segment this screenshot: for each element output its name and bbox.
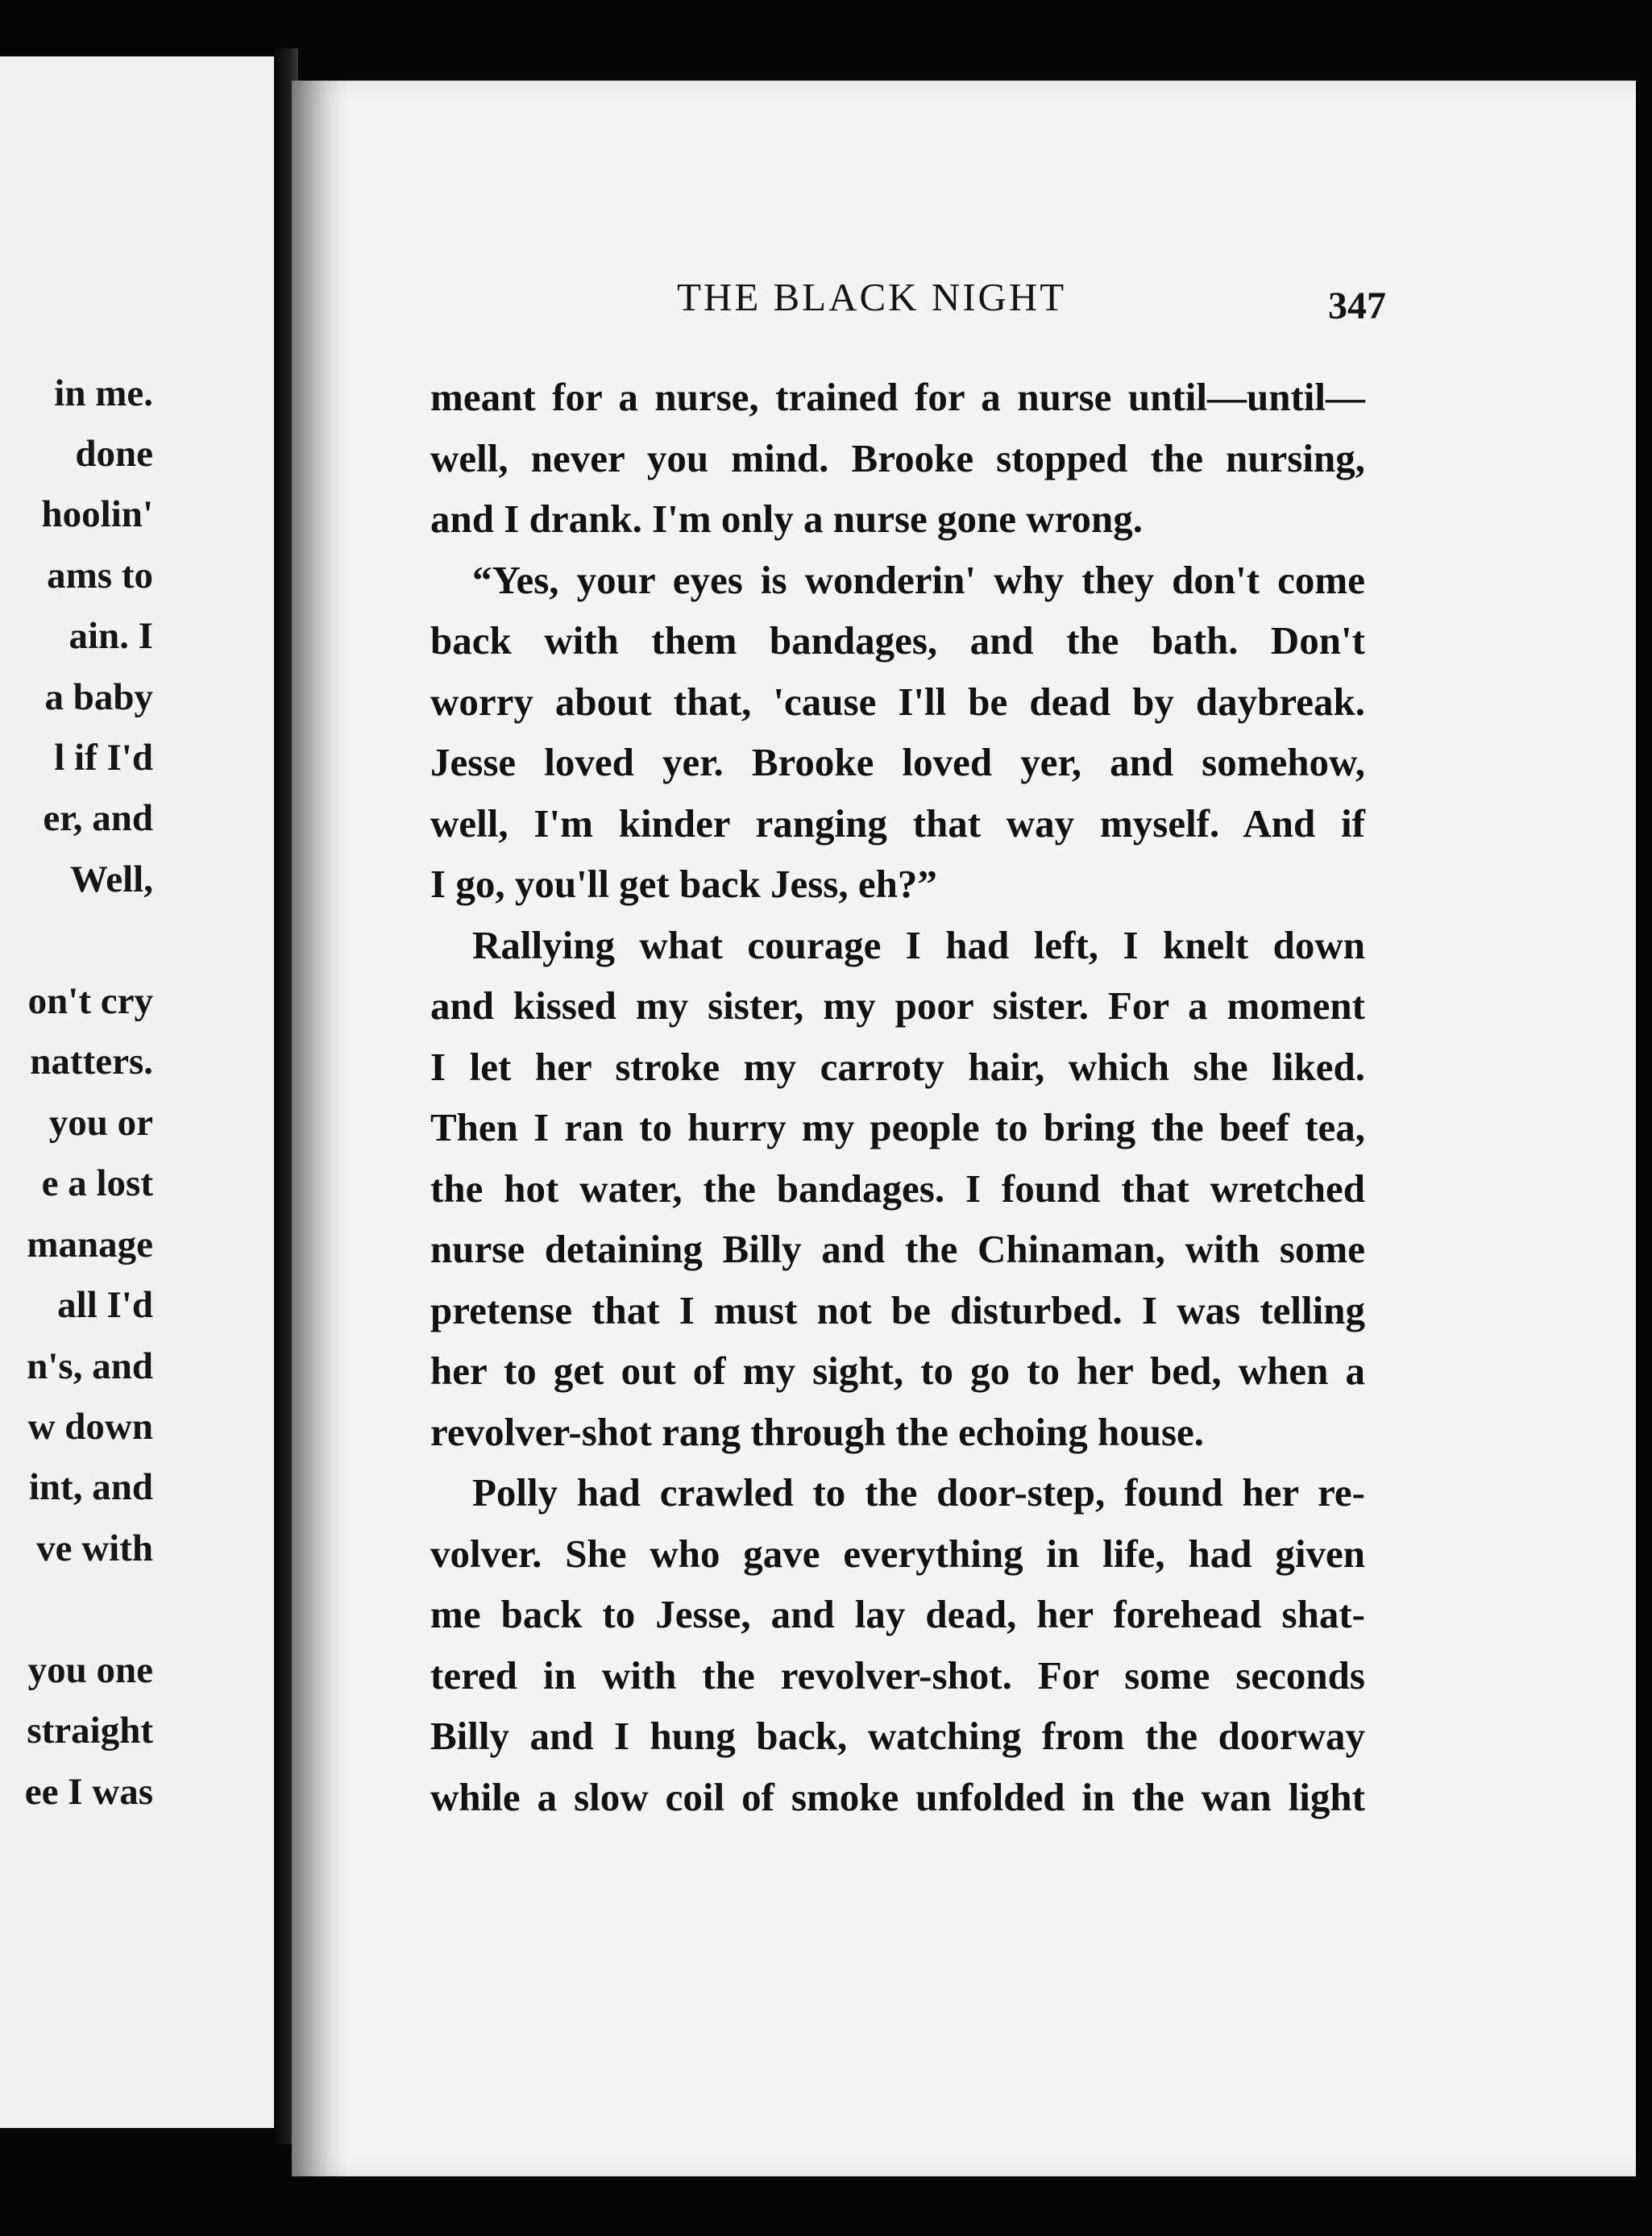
text-line: I let her stroke my carroty hair, which she liked. [430,1044,1365,1089]
text-line: tered in with the revolver-shot. For some seconds [430,1652,1365,1698]
text-line: pretense that I must not be disturbed. I was telling [430,1287,1365,1332]
text-line: the hot water, the bandages. I found that wretched [430,1166,1365,1211]
text-line: me back to Jesse, and lay dead, her forehead shat- [430,1592,1365,1636]
left-page-line: l if I'd [54,737,153,779]
left-page-line: manage [27,1224,153,1266]
left-page-line: you one [27,1649,153,1691]
text-line: Jesse loved yer. Brooke loved yer, and somehow, [430,740,1365,784]
page-edge-shadow [292,81,348,2176]
left-page-line: straight [27,1710,153,1752]
text-line: Then I ran to hurry my people to bring the beef tea, [430,1105,1365,1149]
text-line: nurse detaining Billy and the Chinaman, with some [430,1227,1365,1271]
left-page-line: w down [27,1406,153,1448]
page-body [430,367,1365,1827]
left-page-line: you or [48,1102,153,1144]
left-page-line: ee I was [24,1771,153,1813]
text-line: I go, you'll get back Jess, eh?” [430,862,937,906]
running-head: THE BLACK NIGHT [677,275,1067,319]
left-page-line: ain. I [68,615,153,657]
left-page-line: n's, and [27,1345,153,1387]
left-page-line: all I'd [57,1284,153,1326]
left-page-line: er, and [43,797,153,839]
left-page-line: hoolin' [41,493,153,535]
left-page-line: Well, [69,858,153,900]
left-page-line: e a lost [41,1162,153,1204]
text-line: worry about that, 'cause I'll be dead by daybreak. [430,679,1365,724]
book-page [292,81,1636,2176]
text-line: back with them bandages, and the bath. Don't [430,618,1365,663]
page-number: 347 [1328,285,1386,327]
left-page-line: int, and [28,1466,153,1508]
left-page-line: in me. [54,372,153,414]
left-page-line: ve with [36,1527,153,1569]
previous-page [0,56,274,2128]
text-line: meant for a nurse, trained for a nurse until—until— [430,375,1365,419]
left-page-line: on't cry [27,980,153,1022]
text-line: well, never you mind. Brooke stopped the nursing, [430,435,1365,480]
text-line: volver. She who gave everything in life, had given [430,1531,1365,1576]
text-line: Rallying what courage I had left, I knelt down [472,922,1365,967]
text-line: Billy and I hung back, watching from the doorway [430,1714,1365,1758]
text-line: and I drank. I'm only a nurse gone wrong. [430,497,1144,541]
text-line: well, I'm kinder ranging that way myself. And if [430,800,1365,846]
text-line: and kissed my sister, my poor sister. For a moment [430,983,1365,1028]
left-page-line: natters. [30,1041,153,1083]
text-line: while a slow coil of smoke unfolded in the wan light [430,1774,1365,1819]
text-line: Polly had crawled to the door-step, found her re- [472,1470,1365,1515]
left-page-line: ams to [47,555,153,596]
text-line: her to get out of my sight, to go to her bed, when a [430,1349,1365,1393]
text-line: revolver-shot rang through the echoing house. [430,1409,1205,1454]
left-page-line: done [75,433,153,475]
text-line: “Yes, your eyes is wonderin' why they don't come [472,557,1365,602]
left-page-line: a baby [44,676,153,718]
